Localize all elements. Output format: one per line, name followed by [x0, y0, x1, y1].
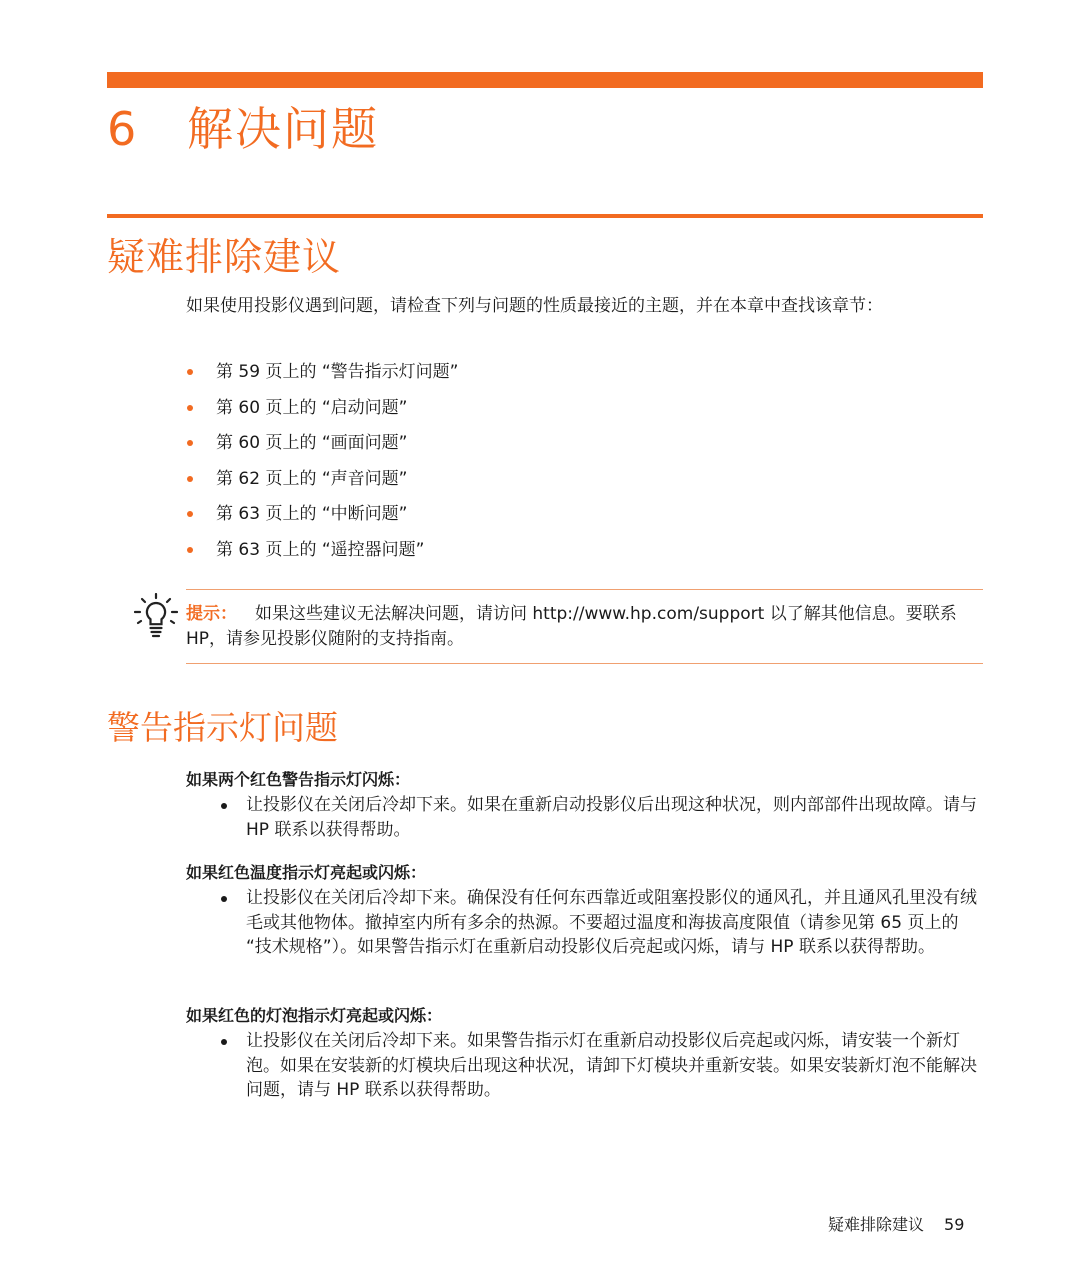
- chapter-header-bar: [107, 72, 983, 88]
- topic-link[interactable]: 第 63 页上的 “中断问题”: [186, 498, 458, 534]
- tip-label: 提示：: [186, 604, 237, 624]
- bullet-icon: [187, 440, 193, 446]
- topic-link[interactable]: 第 62 页上的 “声音问题”: [186, 463, 458, 499]
- chapter-number: 6: [107, 102, 139, 156]
- bullet-icon: [187, 547, 193, 553]
- condition-body: 让投影仪在关闭后冷却下来。如果在重新启动投影仪后出现这种状况，则内部部件出现故障。请与 HP 联系以获得帮助。: [186, 793, 981, 842]
- section-rule: [107, 214, 983, 218]
- condition-block: [186, 1005, 981, 1103]
- section-title: 疑难排除建议: [107, 235, 342, 279]
- topic-link[interactable]: 第 60 页上的 “启动问题”: [186, 392, 458, 428]
- chapter-title-text: 解决问题: [187, 102, 379, 156]
- tip-body: 如果这些建议无法解决问题，请访问 http://www.hp.com/support 以了解其他信息。要联系 HP，请参见投影仪随附的支持指南。: [186, 604, 957, 649]
- condition-heading: 如果红色的灯泡指示灯亮起或闪烁：: [186, 1006, 443, 1025]
- page-number: 59: [944, 1215, 965, 1234]
- condition-heading: 如果红色温度指示灯亮起或闪烁：: [186, 863, 427, 882]
- condition-body: 让投影仪在关闭后冷却下来。确保没有任何东西靠近或阻塞投影仪的通风孔，并且通风孔里没有绒毛或其他物体。撤掉室内所有多余的热源。不要超过温度和海拔高度限值（请参见第 65 页上的 “技术规格”）。如果警告指示灯在重新启动投影仪后亮起或闪烁，请与 HP 联系以获得帮助。: [186, 886, 981, 960]
- bullet-icon: [221, 896, 227, 902]
- tip-bottom-rule: [186, 663, 983, 664]
- tip-top-rule: [186, 589, 983, 590]
- intro-paragraph: 如果使用投影仪遇到问题，请检查下列与问题的性质最接近的主题，并在本章中查找该章节：: [186, 296, 883, 316]
- bullet-icon: [187, 476, 193, 482]
- footer-section: 疑难排除建议: [828, 1215, 925, 1234]
- topic-link[interactable]: 第 60 页上的 “画面问题”: [186, 427, 458, 463]
- bullet-icon: [187, 369, 193, 375]
- bullet-icon: [187, 405, 193, 411]
- condition-block: [186, 862, 981, 960]
- bullet-icon: [221, 803, 227, 809]
- condition-body: 让投影仪在关闭后冷却下来。如果警告指示灯在重新启动投影仪后亮起或闪烁，请安装一个新灯泡。如果在安装新的灯模块后出现这种状况，请卸下灯模块并重新安装。如果安装新灯泡不能解决问题，请与 HP 联系以获得帮助。: [186, 1029, 981, 1103]
- tip-text: [186, 602, 976, 652]
- condition-block: [186, 769, 981, 842]
- topic-link[interactable]: 第 63 页上的 “遥控器问题”: [186, 534, 458, 570]
- condition-heading: 如果两个红色警告指示灯闪烁：: [186, 770, 411, 789]
- bullet-icon: [221, 1039, 227, 1045]
- topic-link[interactable]: 第 59 页上的 “警告指示灯问题”: [186, 356, 458, 392]
- chapter-title: [107, 93, 379, 159]
- lightbulb-icon: [134, 593, 178, 641]
- subsection-title: 警告指示灯问题: [107, 708, 338, 747]
- topic-list: [186, 356, 458, 569]
- bullet-icon: [187, 511, 193, 517]
- page-footer: [828, 1212, 964, 1235]
